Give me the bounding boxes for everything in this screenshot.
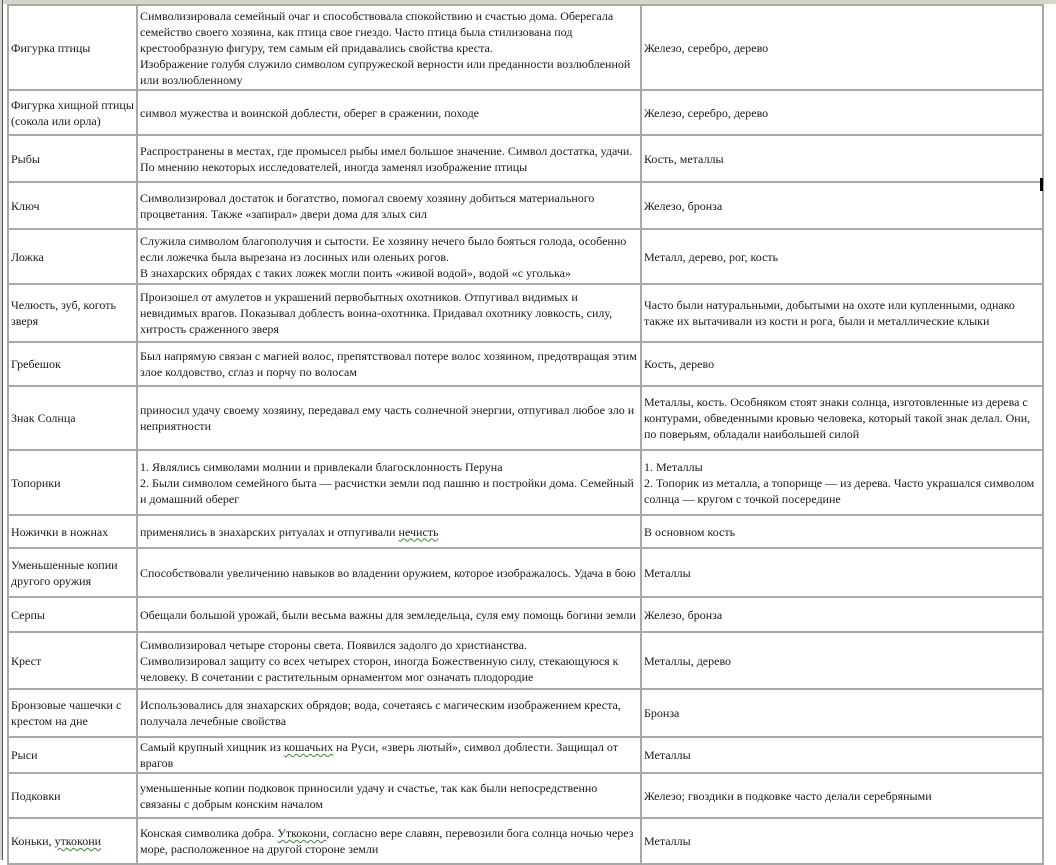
table-body [8,5,1043,864]
description-line: В знахарских обрядах с таких ложек могли поить «живой водой», водой «с уголька» [140,265,571,280]
materials-cell[interactable] [641,450,1043,515]
amulet-name-cell[interactable] [8,182,137,229]
amulet-name-cell[interactable] [8,597,137,632]
description-line: символ мужества и воинской доблести, оберег в сражении, походе [140,105,480,120]
amulet-name-cell[interactable] [8,548,137,597]
materials-cell[interactable] [641,632,1043,689]
description-line: Произошел от амулетов и украшений первобытных охотников. Отпугивал видимых и невидимых врагов. Показывал доблесть воина-охотника. Придавал охотнику ловкость, силу, хитрость сраженного зверя [140,290,613,336]
spellcheck-flagged-word[interactable]: нечисть [398,524,439,539]
table-row [8,342,1043,386]
amulet-name-cell[interactable] [8,515,137,548]
amulet-name: Подковки [11,788,61,803]
description-line: Служила символом благополучия и сытости. Ее хозяину нечего было бояться голода, особенно если ложечка была вырезана из лосиных или оленьих рогов. [140,233,627,264]
materials-text: Железо, серебро, дерево [644,40,769,55]
materials-text: Металлы [644,748,691,762]
amulet-name: Рыбы [11,151,40,166]
amulet-name-cell[interactable] [8,90,137,135]
table-row [8,135,1043,182]
description-line: Распространены в местах, где промысел рыбы имел большое значение. Символ достатка, удачи. По мнению некоторых исследователей, иногда заменял изображение птицы [140,143,633,174]
materials-cell[interactable] [641,135,1043,182]
materials-text: Металлы [644,565,691,580]
description-line: Символизировал четыре стороны света. Появился задолго до христианства. [140,637,527,652]
amulet-name: Знак Солнца [11,411,76,425]
amulet-name-cell[interactable] [8,689,137,737]
table-row [8,632,1043,689]
amulet-name-cell[interactable] [8,5,137,90]
table-row [8,386,1043,450]
amulet-name: Коньки, [11,834,55,848]
materials-text: В основном кость [644,524,736,539]
materials-text: Бронза [644,706,680,720]
materials-cell[interactable] [641,182,1043,229]
amulet-name-cell[interactable] [8,450,137,515]
table-row [8,818,1043,864]
materials-cell[interactable] [641,5,1043,90]
materials-cell[interactable] [641,284,1043,342]
description-line: уменьшенные копии подковок приносили удачу и счастье, так как были непосредственно связаны с добрым конским началом [140,780,598,811]
description-line: Способствовали увеличению навыков во владении оружием, которое изображалось. Удача в бою [140,565,636,580]
description-text: Конская символика добра. [140,826,278,840]
description-cell[interactable] [137,5,641,90]
materials-text: Кость, дерево [644,357,715,371]
description-cell[interactable] [137,386,641,450]
description-cell[interactable] [137,548,641,597]
amulet-name: Топорики [11,475,61,490]
amulet-name-cell[interactable] [8,386,137,450]
table-row [8,284,1043,342]
materials-cell[interactable] [641,342,1043,386]
table-row [8,597,1043,632]
amulet-name-cell[interactable] [8,135,137,182]
amulet-name: Уменьшенные копии другого оружия [11,557,118,588]
amulet-name-cell[interactable] [8,229,137,284]
materials-text: Кость, металлы [644,151,724,166]
amulet-name-cell[interactable] [8,737,137,773]
description-cell[interactable] [137,135,641,182]
materials-line: 2. Топорик из металла, а топорище — из дерева. Часто украшался символом солнца — кругом с точкой посередине [644,475,1035,506]
amulet-name: Фигурка хищной птицы (сокола или орла) [11,97,134,128]
amulet-name: Ножички в ножнах [11,524,109,539]
description-cell[interactable] [137,632,641,689]
amulets-table [7,4,1044,865]
amulet-name-cell[interactable] [8,773,137,818]
table-row [8,515,1043,548]
description-cell[interactable] [137,818,641,864]
spellcheck-flagged-word[interactable]: уткокони [54,834,102,848]
materials-cell[interactable] [641,597,1043,632]
materials-cell[interactable] [641,773,1043,818]
materials-text: Железо, бронза [644,607,723,622]
table-row [8,450,1043,515]
materials-text: Железо; гвоздики в подковке часто делали серебряными [644,788,932,803]
materials-text: Железо, серебро, дерево [644,105,769,120]
description-text: Самый крупный хищник из [140,740,284,754]
description-cell[interactable] [137,689,641,737]
spellcheck-flagged-word[interactable]: кошачьих [283,740,334,754]
table-row [8,737,1043,773]
description-cell[interactable] [137,737,641,773]
description-cell[interactable] [137,773,641,818]
materials-cell[interactable] [641,229,1043,284]
table-row [8,90,1043,135]
description-line: Символизировал защиту со всех четырех сторон, иногда Божественную силу, стекающуюся к человеку. В сочетании с растительным орнаментом мог означать плодородие [140,653,619,684]
amulet-name-cell[interactable] [8,632,137,689]
materials-text: Часто были натуральными, добытыми на охоте или купленными, однако также их вытачивали из кости и рога, были и металлические клыки [644,298,1015,328]
amulet-name: Рыси [11,748,38,762]
amulet-name: Бронзовые чашечки с крестом на дне [11,698,122,728]
description-text: на Руси, «зверь лютый», символ доблести. Защищал от врагов [140,740,619,770]
amulet-name: Ключ [11,198,40,213]
description-text: , согласно вере славян, перевозили бога солнца ночью через море, расположенное на другой стороне земли [140,826,634,856]
materials-text: Металл, дерево, рог, кость [644,249,779,264]
description-cell[interactable] [137,284,641,342]
table-row [8,548,1043,597]
description-line: Обещали большой урожай, были весьма важны для земледельца, суля ему помощь богини земли [140,607,636,622]
window-left-border [2,0,3,860]
materials-cell[interactable] [641,737,1043,773]
text-cursor [1040,178,1043,191]
amulet-name-cell[interactable] [8,342,137,386]
materials-cell[interactable] [641,515,1043,548]
description-cell[interactable] [137,90,641,135]
description-line: 2. Были символом семейного быта — расчистки земли под пашню и постройки дома. Семейный и домашний оберег [140,475,634,506]
description-line: приносил удачу своему хозяину, передавал ему часть солнечной энергии, отпугивал любое зло и неприятности [140,403,635,433]
description-cell[interactable] [137,229,641,284]
materials-text: Металлы, дерево [644,653,732,668]
description-cell[interactable] [137,515,641,548]
table-row [8,773,1043,818]
table-row [8,689,1043,737]
table-row [8,5,1043,90]
materials-cell[interactable] [641,689,1043,737]
amulet-name: Челюсть, зуб, коготь зверя [11,298,116,328]
amulet-name: Гребешок [11,357,61,371]
description-line: Символизировала семейный очаг и способствовала спокойствию и счастью дома. Оберегала семейство своего хозяина, как птица свое гнездо. Часто птица была стилизована под крестообразную фигуру, тем самым ей придавались свойства креста. [140,8,614,55]
materials-cell[interactable] [641,90,1043,135]
materials-text: Металлы, кость. Особняком стоят знаки солнца, изготовленные из дерева с контурами, обведенными кровью человека, который такой знак делал. Они, по поверьям, обладали наибольшей силой [644,395,1031,441]
table-row [8,182,1043,229]
amulet-name: Крест [11,653,42,668]
description-cell[interactable] [137,342,641,386]
materials-cell[interactable] [641,818,1043,864]
materials-text: Железо, бронза [644,198,723,213]
description-cell[interactable] [137,450,641,515]
amulet-name-cell[interactable] [8,284,137,342]
description-cell[interactable] [137,597,641,632]
description-line: Символизировал достаток и богатство, помогал своему хозяину добиться материального процветания. Также «запирал» двери дома для злых сил [140,190,595,221]
description-text: применялись в знахарских ритуалах и отпугивали [140,524,399,539]
amulet-name-cell[interactable] [8,818,137,864]
description-line: Использовались для знахарских обрядов; вода, сочетаясь с магическим изображением креста, получала лечебные свойства [140,698,621,728]
materials-text: Металлы [644,834,691,848]
materials-cell[interactable] [641,386,1043,450]
description-line: Был напрямую связан с магией волос, препятствовал потере волос хозяином, предотвращая этим злое колдовство, сглаз и порчу по волосам [140,349,637,379]
description-line: 1. Являлись символами молнии и привлекали благосклонность Перуна [140,459,503,474]
amulet-name: Ложка [11,249,44,264]
materials-cell[interactable] [641,548,1043,597]
amulet-name: Серпы [11,607,45,622]
description-line: Изображение голубя служило символом супружеской верности или преданности возлюбленной или возлюбленному [140,56,631,87]
table-row [8,229,1043,284]
spellcheck-flagged-word[interactable]: Уткокони [277,826,327,840]
materials-line: 1. Металлы [644,459,703,474]
amulet-name: Фигурка птицы [11,40,91,55]
description-cell[interactable] [137,182,641,229]
